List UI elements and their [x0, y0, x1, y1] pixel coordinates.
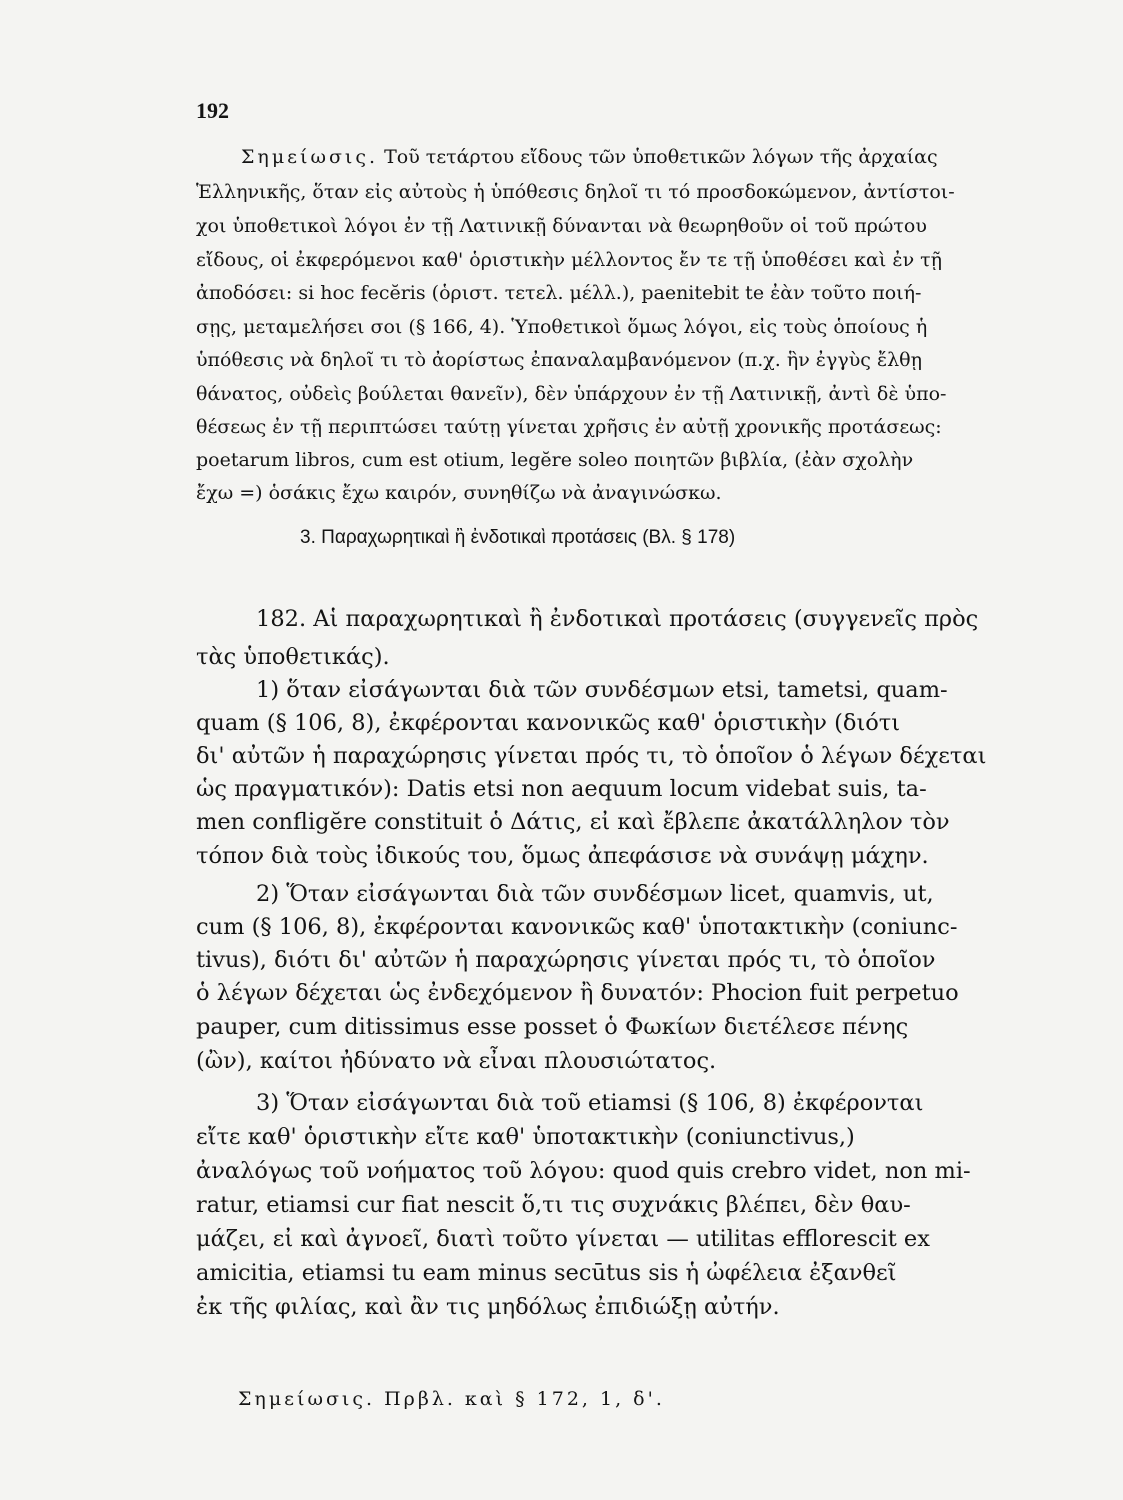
paragraph-line: δι' αὐτῶν ἡ παραχώρησις γίνεται πρός τι, τὸ ὁποῖον ὁ λέγων δέχεται: [196, 743, 987, 769]
note-line: poetarum libros, cum est otium, legĕre soleo ποιητῶν βιβλία, (ἐὰν σχολὴν: [196, 449, 914, 471]
paragraph-line: (ὢν), καίτοι ἠδύνατο νὰ εἶναι πλουσιώτατος.: [196, 1048, 717, 1074]
paragraph-line: ἀναλόγως τοῦ νοήματος τοῦ λόγου: quod quis crebro videt, non mi-: [196, 1158, 971, 1184]
paragraph-line: 1) ὅταν εἰσάγωνται διὰ τῶν συνδέσμων etsi, tametsi, quam-: [256, 677, 948, 703]
note-line: ἀποδόσει: si hoc fecĕris (ὁριστ. τετελ. μέλλ.), paenitebit te ἐὰν τοῦτο ποιή-: [196, 282, 922, 304]
paragraph-line: tivus), διότι δι' αὐτῶν ἡ παραχώρησις γίνεται πρός τι, τὸ ὁποῖον: [196, 947, 936, 973]
paragraph-line: ἐκ τῆς φιλίας, καὶ ἂν τις μηδόλως ἐπιδιώξῃ αὐτήν.: [196, 1294, 780, 1320]
note-line: [241, 146, 1041, 168]
note-line-text: Τοῦ τετάρτου εἴδους τῶν ὑποθετικῶν λόγων τῆς ἀρχαίας: [384, 146, 938, 168]
note-line: θάνατος, οὐδεὶς βούλεται θανεῖν), δὲν ὑπάρχουν ἐν τῇ Λατινικῇ, ἀντὶ δὲ ὑπο-: [196, 383, 947, 405]
paragraph-line: μάζει, εἰ καὶ ἀγνοεῖ, διατὶ τοῦτο γίνεται — utilitas efflorescit ex: [196, 1226, 930, 1252]
section-heading: 3. Παραχωρητικαὶ ἢ ἐνδοτικαὶ προτάσεις (Βλ. § 178): [300, 527, 736, 548]
paragraph-line: 3) Ὅταν εἰσάγωνται διὰ τοῦ etiamsi (§ 106, 8) ἐκφέρονται: [256, 1090, 924, 1116]
paragraph-line: ratur, etiamsi cur fiat nescit ὅ,τι τις συχνάκις βλέπει, δὲν θαυ-: [196, 1192, 911, 1218]
note-line: σῃς, μεταμελήσει σοι (§ 166, 4). Ὑποθετικοὶ ὅμως λόγοι, εἰς τοὺς ὁποίους ἡ: [196, 316, 928, 338]
paragraph-line: τὰς ὑποθετικάς).: [196, 644, 390, 670]
paragraph-line: men confligĕre constituit ὁ Δάτις, εἰ καὶ ἔβλεπε ἀκατάλληλον τὸν: [196, 809, 950, 835]
paragraph-line: quam (§ 106, 8), ἐκφέρονται κανονικῶς καθ' ὁριστικὴν (διότι: [196, 710, 901, 736]
page-number: 192: [196, 98, 229, 123]
paragraph-line: 2) Ὅταν εἰσάγωνται διὰ τῶν συνδέσμων licet, quamvis, ut,: [256, 881, 934, 907]
paragraph-line: τόπον διὰ τοὺς ἰδικούς του, ὅμως ἀπεφάσισε νὰ συνάψῃ μάχην.: [196, 843, 929, 869]
footnote: Σημείωσις. Πρβλ. καὶ § 172, 1, δ'.: [238, 1388, 665, 1410]
paragraph-line: εἴτε καθ' ὁριστικὴν εἴτε καθ' ὑποτακτικὴν (coniunctivus,): [196, 1124, 855, 1150]
note-line: ὑπόθεσις νὰ δηλοῖ τι τὸ ἀορίστως ἐπαναλαμβανόμενον (π.χ. ἣν ἐγγὺς ἔλθῃ: [196, 349, 922, 371]
paragraph-line: ὁ λέγων δέχεται ὡς ἐνδεχόμενον ἢ δυνατόν: Phocion fuit perpetuo: [196, 980, 959, 1006]
paragraph-line: pauper, cum ditissimus esse posset ὁ Φωκίων διετέλεσε πένης: [196, 1014, 909, 1040]
note-line: εἴδους, οἱ ἐκφερόμενοι καθ' ὁριστικὴν μέλλοντος ἔν τε τῇ ὑποθέσει καὶ ἐν τῇ: [196, 249, 943, 271]
note-line: Ἑλληνικῆς, ὅταν εἰς αὐτοὺς ἡ ὑπόθεσις δηλοῖ τι τό προσδοκώμενον, ἀντίστοι-: [196, 181, 955, 203]
paragraph-line: cum (§ 106, 8), ἐκφέρονται κανονικῶς καθ' ὑποτακτικὴν (coniunc-: [196, 914, 958, 940]
paragraph-line: amicitia, etiamsi tu eam minus secūtus sis ἡ ὠφέλεια ἐξανθεῖ: [196, 1260, 897, 1286]
paragraph-line: 182. Αἱ παραχωρητικαὶ ἢ ἐνδοτικαὶ προτάσεις (συγγενεῖς πρὸς: [256, 606, 979, 632]
note-line: χοι ὑποθετικοὶ λόγοι ἐν τῇ Λατινικῇ δύνανται νὰ θεωρηθοῦν οἱ τοῦ πρώτου: [196, 215, 927, 237]
paragraph-line: ὡς πραγματικόν): Datis etsi non aequum locum videbat suis, ta-: [196, 776, 927, 802]
note-line: θέσεως ἐν τῇ περιπτώσει ταύτῃ γίνεται χρῆσις ἐν αὐτῇ χρονικῆς προτάσεως:: [196, 416, 942, 438]
note-line: ἔχω =) ὁσάκις ἔχω καιρόν, συνηθίζω νὰ ἀναγινώσκω.: [196, 482, 722, 504]
note-label: Σημείωσις.: [241, 146, 379, 168]
